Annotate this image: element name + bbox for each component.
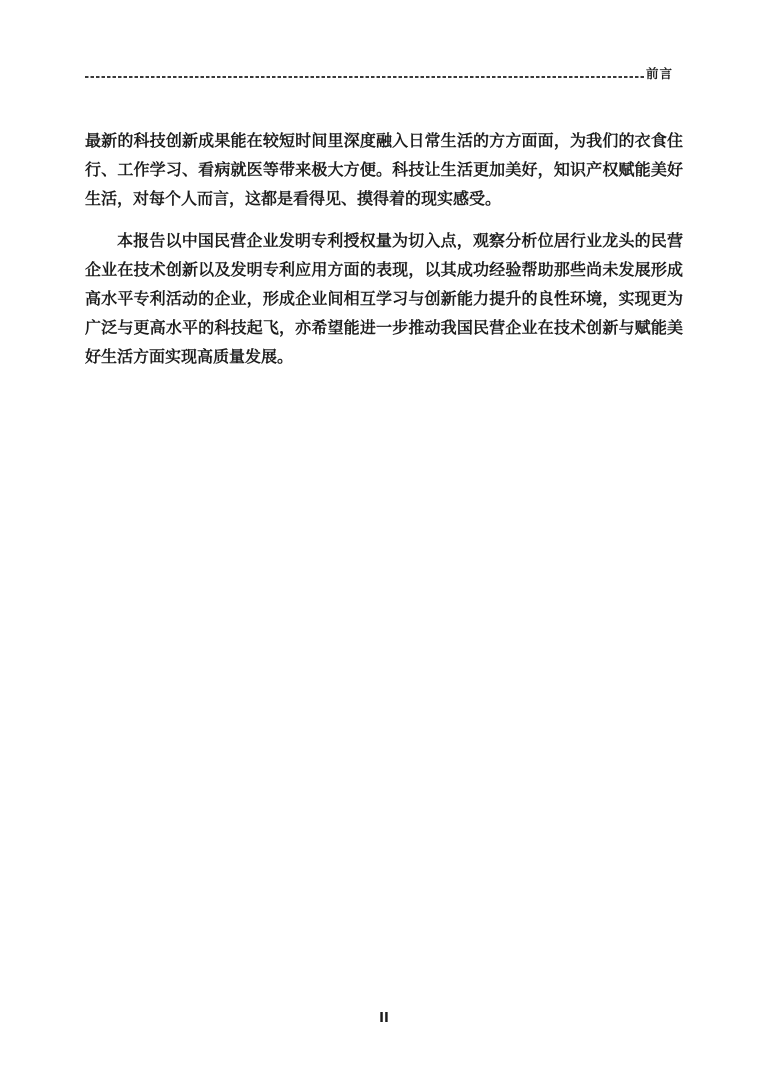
paragraph-1: 最新的科技创新成果能在较短时间里深度融入日常生活的方方面面，为我们的衣食住行、工作学习、看病就医等带来极大方便。科技让生活更加美好，知识产权赋能美好生活，对每个人而言，这都是看得见、摸得着的现实感受。 bbox=[85, 131, 683, 208]
paragraph-2: 本报告以中国民营企业发明专利授权量为切入点，观察分析位居行业龙头的民营企业在技术创新以及发明专利应用方面的表现，以其成功经验帮助那些尚未发展形成高水平专利活动的企业，形成企业间相互学习与创新能力提升的良性环境，实现更为广泛与更高水平的科技起飞，亦希望能进一步推动我国民营企业在技术创新与赋能美好生活方面实现高质量发展。 bbox=[85, 231, 683, 366]
header-title: 前言 bbox=[645, 66, 673, 81]
page-footer bbox=[0, 1007, 768, 1026]
page-number: II bbox=[379, 1011, 389, 1026]
page-header bbox=[85, 68, 673, 81]
header-dashed-line bbox=[85, 76, 646, 78]
document-body bbox=[85, 126, 683, 371]
